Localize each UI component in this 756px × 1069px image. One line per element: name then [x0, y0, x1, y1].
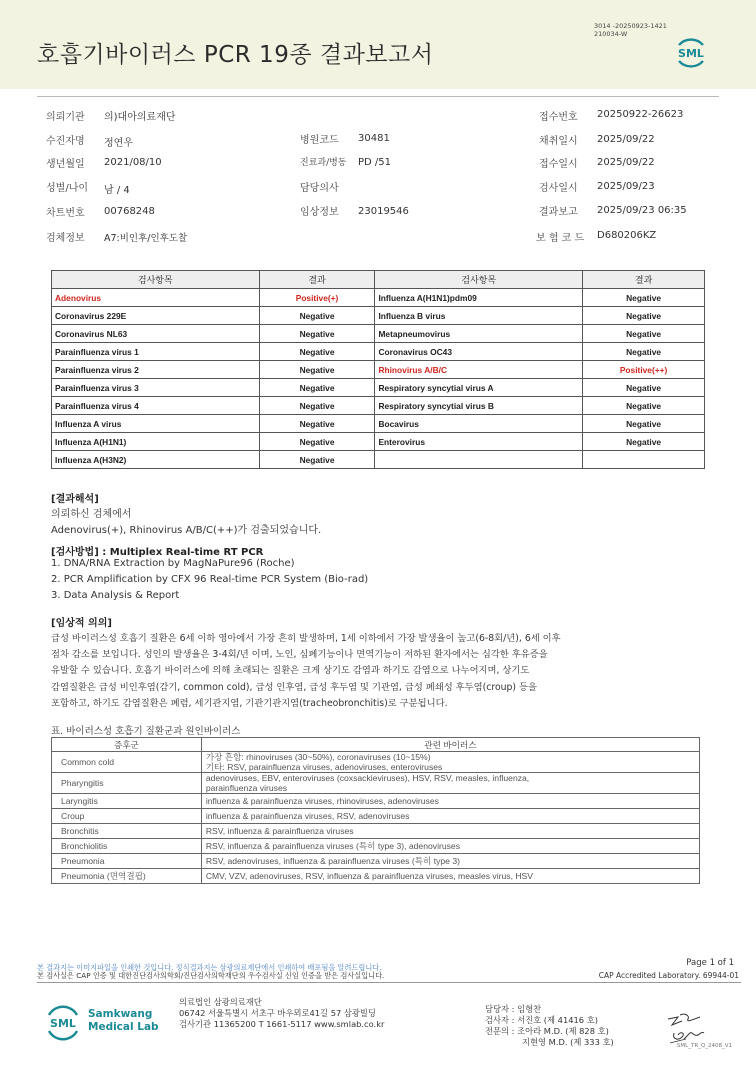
organization-line: 의료법인 삼광의료재단 [179, 997, 262, 1007]
test-result-cell [583, 451, 705, 469]
document-code-line: 3014 -20250923-1421 [594, 22, 667, 30]
result-row [52, 361, 705, 379]
syndrome-row [52, 869, 700, 884]
insurance-code-label: 보 험 코 드 [536, 233, 585, 244]
interpretation-line: Adenovirus(+), Rhinovirus A/B/C(++)가 검출되었습니다. [51, 525, 322, 536]
test-item-cell: Metapneumovirus [375, 325, 583, 343]
result-row [52, 415, 705, 433]
method-title: [검사방법] : Multiplex Real-time RT PCR [51, 547, 264, 558]
column-header: 검사항목 [52, 271, 260, 289]
virus-line: CMV, VZV, adenoviruses, RSV, influenza & parainfluenza viruses, measles virus, HSV [205, 871, 534, 881]
test-item-cell: Coronavirus 229E [52, 307, 260, 325]
page-number: Page 1 of 1 [686, 958, 734, 968]
patient-label: 수진자명 [46, 136, 85, 147]
test-item-cell: Respiratory syncytial virus B [375, 397, 583, 415]
syndrome-table-caption: 표. 바이러스성 호흡기 질환군과 원인바이러스 [51, 726, 241, 737]
column-header: 결과 [259, 271, 375, 289]
clinical-title: [임상적 의의] [51, 618, 112, 629]
test-item-cell: Influenza A(H3N2) [52, 451, 260, 469]
chart-value: 00768248 [104, 206, 155, 217]
test-result-cell: Negative [583, 289, 705, 307]
sml-logo-text: SML [678, 47, 704, 60]
dept-label: 진료과/병동 [300, 158, 347, 168]
syndrome-virus-cell [201, 869, 699, 884]
test-item-cell: Parainfluenza virus 2 [52, 361, 260, 379]
chart-label: 차트번호 [46, 208, 85, 219]
test-result-cell: Positive(+) [259, 289, 375, 307]
result-row [52, 325, 705, 343]
test-result-cell: Negative [583, 397, 705, 415]
document-title: 호흡기바이러스 PCR 19종 결과보고서 [37, 42, 434, 68]
syndrome-group-cell: Croup [52, 809, 202, 824]
clinical-info-value: 23019546 [358, 206, 409, 217]
syndrome-virus-cell [201, 854, 699, 869]
virus-line: adenoviruses, EBV, enteroviruses (coxsackieviruses), HSV, RSV, measles, influenza, [205, 773, 530, 783]
insurance-code-value: D680206KZ [597, 230, 657, 241]
sex-age-label: 성별/나이 [46, 183, 89, 194]
column-header: 관련 바이러스 [201, 738, 699, 752]
patient-value: 정연우 [104, 138, 133, 149]
virus-line: 기타: RSV, parainfluenza viruses, adenoviruses, enteroviruses [205, 762, 443, 772]
syndrome-virus-cell [201, 773, 699, 794]
test-item-cell [375, 451, 583, 469]
syndrome-header-row [52, 738, 700, 752]
sex-age-value: 남 / 4 [104, 185, 130, 196]
test-result-cell: Negative [259, 451, 375, 469]
virus-line: 가장 흔함: rhinoviruses (30~50%), coronaviruses (10~15%) [205, 752, 431, 762]
test-result-cell: Negative [583, 343, 705, 361]
column-header: 증후군 [52, 738, 202, 752]
test-item-cell: Parainfluenza virus 4 [52, 397, 260, 415]
test-item-cell: Influenza A virus [52, 415, 260, 433]
sml-footer-logo-icon [43, 1004, 83, 1042]
clinical-line: 유발할 수 있습니다. 호흡기 바이러스에 의해 초래되는 질환은 크게 상기도 감염과 하기도 감염으로 나누어지며, 상기도 [51, 665, 530, 676]
clinical-info-label: 임상정보 [300, 207, 339, 218]
syndrome-virus-cell [201, 794, 699, 809]
dept-value: PD /51 [358, 157, 392, 168]
test-date-label: 검사일시 [539, 183, 578, 194]
test-result-cell: Negative [259, 415, 375, 433]
test-item-cell: Parainfluenza virus 1 [52, 343, 260, 361]
syndrome-group-cell: Bronchitis [52, 824, 202, 839]
test-result-cell: Positive(++) [583, 361, 705, 379]
test-result-cell: Negative [259, 361, 375, 379]
syndrome-group-cell: Pharyngitis [52, 773, 202, 794]
test-item-cell: Parainfluenza virus 3 [52, 379, 260, 397]
syndrome-group-cell: Laryngitis [52, 794, 202, 809]
result-row [52, 307, 705, 325]
organization-line: 06742 서울특별시 서초구 바우뫼로41길 57 삼광빌딩 [179, 1008, 376, 1018]
virus-line: influenza & parainfluenza viruses, rhinoviruses, adenoviruses [205, 796, 439, 806]
result-row [52, 379, 705, 397]
virus-line: influenza & parainfluenza viruses, RSV, adenoviruses [205, 811, 410, 821]
test-item-cell: Coronavirus NL63 [52, 325, 260, 343]
column-header: 결과 [583, 271, 705, 289]
document-code [594, 22, 667, 38]
syndrome-row [52, 794, 700, 809]
receipt-no-value: 20250922-26623 [597, 109, 684, 120]
interpretation-line: 의뢰하신 검체에서 [51, 509, 132, 520]
test-date-value: 2025/09/23 [597, 181, 655, 192]
test-result-cell: Negative [259, 379, 375, 397]
collect-date-value: 2025/09/22 [597, 134, 655, 145]
test-result-cell: Negative [583, 307, 705, 325]
syndrome-row [52, 839, 700, 854]
receipt-date-value: 2025/09/22 [597, 157, 655, 168]
syndrome-row [52, 752, 700, 773]
document-code-line: 210034-W [594, 30, 628, 38]
syndrome-group-cell: Pneumonia [52, 854, 202, 869]
syndrome-virus-cell [201, 839, 699, 854]
birth-label: 생년월일 [46, 159, 85, 170]
test-item-cell: Coronavirus OC43 [375, 343, 583, 361]
virus-line: RSV, influenza & parainfluenza viruses [205, 826, 354, 836]
receipt-date-label: 접수일시 [539, 159, 578, 170]
cap-accreditation: CAP Accredited Laboratory. 69944-01 [598, 971, 739, 980]
test-result-cell: Negative [583, 433, 705, 451]
column-header: 검사항목 [375, 271, 583, 289]
hospital-code-value: 30481 [358, 133, 390, 144]
method-line: 3. Data Analysis & Report [51, 590, 180, 601]
method-line: 1. DNA/RNA Extraction by MagNaPure96 (Roche) [51, 558, 295, 569]
test-item-cell: Influenza A(H1N1)pdm09 [375, 289, 583, 307]
test-result-cell: Negative [259, 343, 375, 361]
staff-line: 검사자 : 서진호 (제 41416 호) [485, 1015, 598, 1025]
footer-logo-line: Samkwang [88, 1008, 153, 1020]
result-row [52, 451, 705, 469]
clinical-line: 감염질환은 급성 비인후염(감기, common cold), 급성 인후염, 급성 후두염 및 기관염, 급성 폐쇄성 후두염(croup) 등을 [51, 682, 537, 693]
test-result-cell: Negative [583, 325, 705, 343]
staff-line: 지현영 M.D. (제 333 호) [522, 1037, 614, 1047]
report-date-label: 결과보고 [539, 207, 578, 218]
test-item-cell: Influenza B virus [375, 307, 583, 325]
staff-info [485, 1004, 614, 1048]
print-notice: 본 결과지는 이미지파일을 인쇄한 것입니다. 정식결과지는 삼광의료재단에서 인쇄하여 배포됨을 알려드립니다. [37, 963, 382, 972]
footer-logo-line: Medical Lab [88, 1021, 159, 1033]
collect-date-label: 채취일시 [539, 136, 578, 147]
virus-line: RSV, adenoviruses, influenza & parainfluenza viruses (특히 type 3) [205, 856, 460, 866]
header-divider [37, 96, 719, 97]
test-item-cell: Rhinovirus A/B/C [375, 361, 583, 379]
sml-logo-icon [671, 33, 711, 73]
hospital-code-label: 병원코드 [300, 135, 339, 146]
organization-line: 검사기관 11365200 T 1661-5117 www.smlab.co.kr [179, 1019, 385, 1029]
result-row [52, 343, 705, 361]
clinical-line: 포함하고, 하기도 감염질환은 폐렴, 세기관지염, 기관기관지염(tracheobronchitis)로 구분됩니다. [51, 698, 448, 709]
clinical-line: 점차 감소를 보입니다. 성인의 발생율은 3-4회/년 이며, 노인, 심폐기능이나 면역기능이 저하된 환자에서는 심각한 후유증을 [51, 649, 548, 660]
sml-footer-logo-text: SML [50, 1017, 76, 1030]
test-item-cell: Enterovirus [375, 433, 583, 451]
form-code: SML_TR_Q_2408_V1 [676, 1043, 732, 1049]
test-item-cell: Bocavirus [375, 415, 583, 433]
test-result-cell: Negative [583, 379, 705, 397]
syndrome-row [52, 809, 700, 824]
result-row [52, 289, 705, 307]
syndrome-row [52, 854, 700, 869]
method-line: 2. PCR Amplification by CFX 96 Real-time PCR System (Bio-rad) [51, 574, 369, 585]
staff-line: 담당자 : 임형찬 [485, 1004, 542, 1014]
report-date-value: 2025/09/23 06:35 [597, 205, 687, 216]
syndrome-group-cell: Bronchiolitis [52, 839, 202, 854]
result-row [52, 433, 705, 451]
footer-divider [37, 982, 741, 983]
syndrome-table [51, 737, 700, 884]
institution-label: 의뢰기관 [46, 112, 85, 123]
result-row [52, 397, 705, 415]
organization-info [179, 997, 384, 1030]
test-result-cell: Negative [259, 325, 375, 343]
specimen-value: A7:비인후/인후도찰 [104, 233, 188, 244]
staff-line: 전문의 : 조아라 M.D. (제 828 호) [485, 1026, 609, 1036]
results-header-row [52, 271, 705, 289]
test-result-cell: Negative [259, 433, 375, 451]
virus-line: RSV, influenza & parainfluenza viruses (특히 type 3), adenoviruses [205, 841, 460, 851]
receipt-no-label: 접수번호 [539, 112, 578, 123]
test-result-cell: Negative [583, 415, 705, 433]
interpretation-title: [결과해석] [51, 494, 99, 505]
syndrome-row [52, 824, 700, 839]
clinical-line: 급성 바이러스성 호흡기 질환은 6세 이하 영아에서 가장 흔히 발생하며, 1세 이하에서 가장 발생율이 높고(6-8회/년), 6세 이후 [51, 633, 561, 644]
specimen-label: 검체정보 [46, 233, 85, 244]
syndrome-row [52, 773, 700, 794]
syndrome-group-cell: Common cold [52, 752, 202, 773]
accreditation-notice: 본 검사실은 CAP 인증 및 대한진단검사의학회/진단검사의학재단의 우수검사실 신임 인증을 받은 검사실입니다. [37, 971, 385, 980]
doctor-label: 담당의사 [300, 183, 339, 194]
signature-image [664, 1009, 708, 1047]
institution-value: 의)대아의료재단 [104, 112, 176, 123]
results-table [51, 270, 705, 469]
syndrome-group-cell: Pneumonia (면역결핍) [52, 869, 202, 884]
syndrome-virus-cell [201, 824, 699, 839]
birth-value: 2021/08/10 [104, 157, 162, 168]
syndrome-virus-cell [201, 752, 699, 773]
syndrome-virus-cell [201, 809, 699, 824]
test-result-cell: Negative [259, 307, 375, 325]
footer-logo-name [88, 1008, 159, 1034]
test-item-cell: Influenza A(H1N1) [52, 433, 260, 451]
virus-line: parainfluenza viruses [205, 783, 288, 793]
test-item-cell: Adenovirus [52, 289, 260, 307]
test-result-cell: Negative [259, 397, 375, 415]
test-item-cell: Respiratory syncytial virus A [375, 379, 583, 397]
